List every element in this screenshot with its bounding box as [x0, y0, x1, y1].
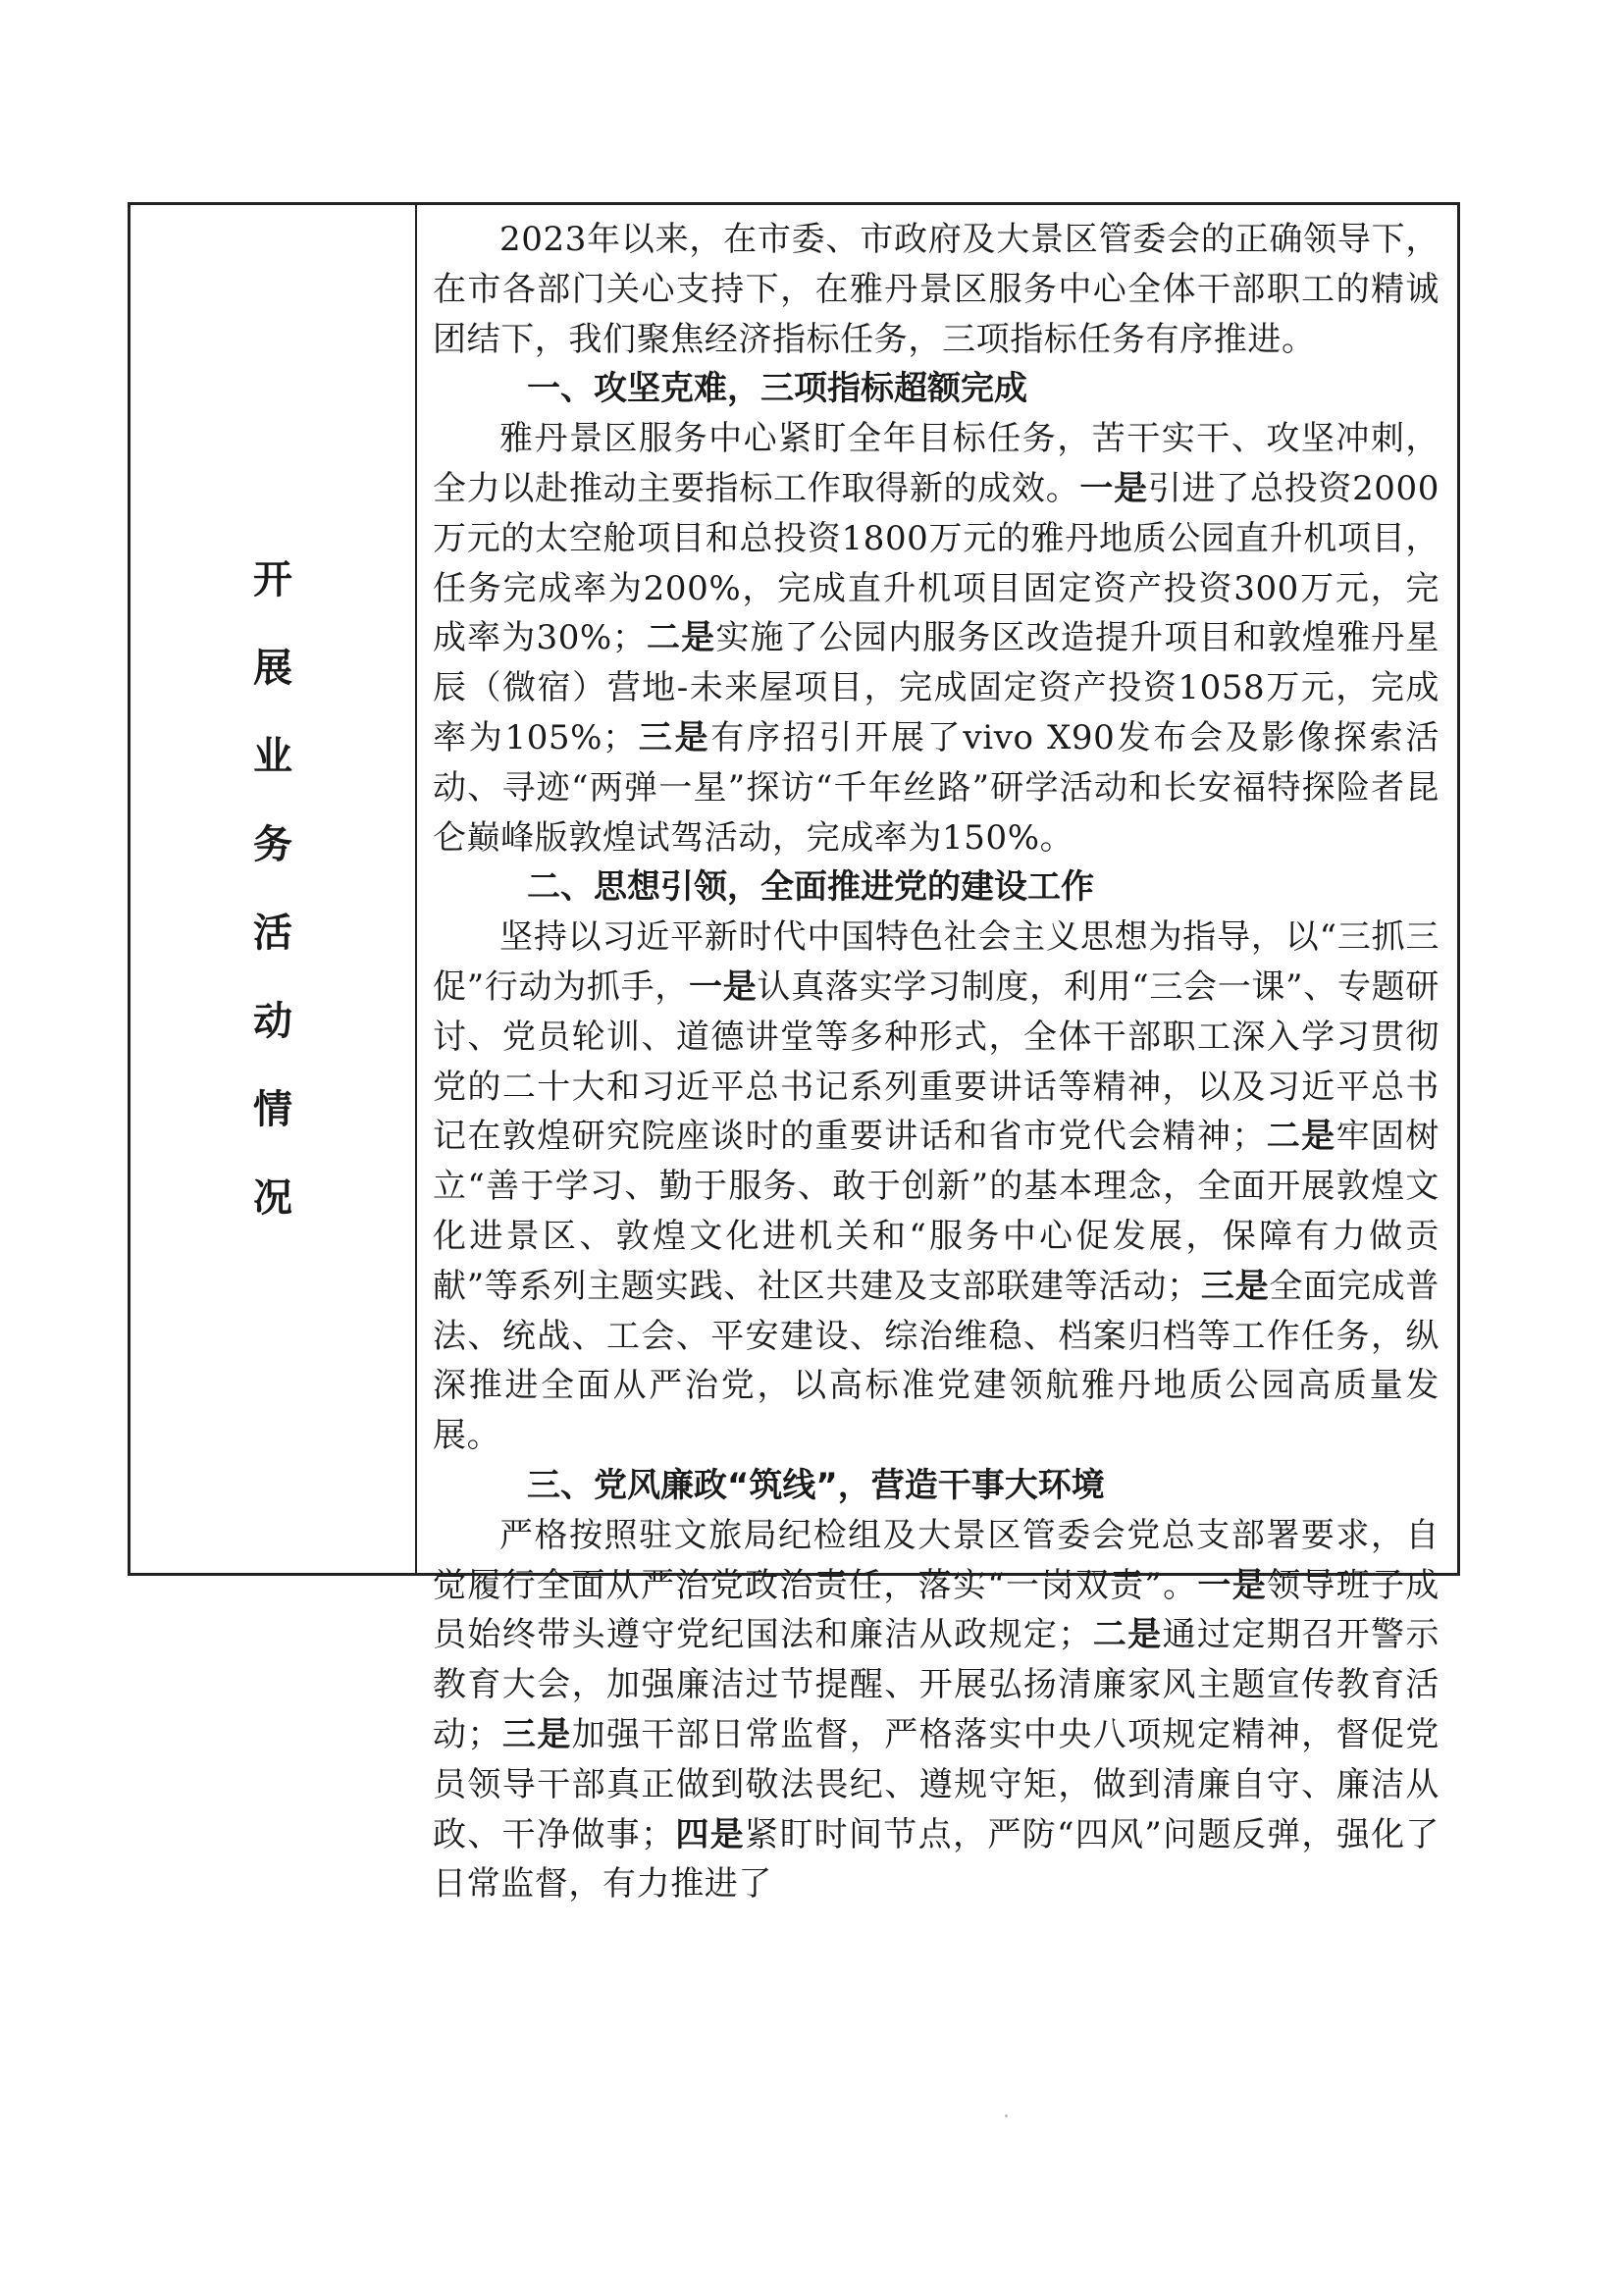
intro-paragraph: 2023年以来，在市委、市政府及大景区管委会的正确领导下，在市各部门关心支持下，在雅丹景区服务中心全体干部职工的精诚团结下，我们聚焦经济指标任务，三项指标任务有序推进。 — [433, 220, 1440, 359]
keyword: 四是 — [674, 1814, 745, 1854]
row-label-char: 开 — [253, 557, 292, 602]
text-run: 全面完成普法、统战、工会、平安建设、综治维稳、档案归档等工作任务，纵深推进全面从严治党，以高标准党建领航雅丹地质公园高质量发展。 — [433, 1266, 1440, 1456]
text-run: 雅丹景区服务中心紧盯全年目标任务，苦干实干、攻坚冲刺，全力以赴推动主要指标工作取得新的成效。 — [433, 419, 1440, 508]
text-run: 实施了公园内服务区改造提升项目和敦煌雅丹星辰（微宿）营地-未来屋项目，完成固定资产投资1058万元，完成率为105%； — [433, 618, 1440, 757]
keyword: 三是 — [636, 717, 711, 757]
text-run: 加强干部日常监督，严格落实中央八项规定精神，督促党员领导干部真正做到敬法畏纪、遵规守矩，做到清廉自守、廉洁从政、干净做事； — [433, 1714, 1440, 1854]
keyword: 一是 — [689, 966, 758, 1007]
section-2-heading: 二、思想引领，全面推进党的建设工作 — [527, 867, 1094, 908]
text-run: 坚持以习近平新时代中国特色社会主义思想为指导，以“三抓三促”行动为抓手， — [433, 917, 1440, 1007]
keyword: 二是 — [1091, 1615, 1163, 1655]
row-label-char: 活 — [253, 911, 292, 956]
row-label-cell — [131, 205, 417, 1573]
section-3-heading: 三、党风廉政“筑线”，营造干事大环境 — [527, 1465, 1105, 1505]
row-label-char: 情 — [253, 1087, 292, 1132]
text-run: 领导班子成员始终带头遵守党纪国法和廉洁从政规定； — [433, 1565, 1440, 1655]
text-run: 引进了总投资2000万元的太空舱项目和总投资1800万元的雅丹地质公园直升机项目，任务完成率为200%，完成直升机项目固定资产投资300万元，完成率为30%； — [433, 468, 1440, 658]
section-2-paragraph — [433, 913, 1440, 1461]
section-1-paragraph — [433, 414, 1440, 862]
activity-table — [128, 202, 1460, 1905]
keyword: 三是 — [501, 1714, 572, 1754]
row-label-char: 展 — [253, 646, 292, 691]
text-run: 通过定期召开警示教育大会，加强廉洁过节提醒、开展弘扬清廉家风主题宣传教育活动； — [433, 1615, 1440, 1754]
keyword: 一是 — [1079, 468, 1148, 508]
keyword: 二是 — [646, 618, 716, 658]
row-label-char: 务 — [253, 822, 292, 867]
text-run: 牢固树立“善于学习、勤于服务、敢于创新”的基本理念，全面开展敦煌文化进景区、敦煌文化进机关和“服务中心促发展，保障有力做贡献”等系列主题实践、社区共建及支部联建等活动； — [433, 1117, 1440, 1306]
row-label-char: 业 — [253, 734, 292, 779]
content-cell — [417, 205, 1457, 1905]
text-run: 有序招引开展了vivo X90发布会及影像探索活动、寻迹“两弹一星”探访“千年丝路”研学活动和长安福特探险者昆仑巅峰版敦煌试驾活动，完成率为150%。 — [433, 717, 1440, 858]
keyword: 二是 — [1265, 1117, 1336, 1157]
section-3-paragraph — [433, 1511, 1440, 1909]
text-run: 认真落实学习制度，利用“三会一课”、专题研讨、党员轮训、道德讲堂等多种形式，全体干部职工深入学习贯彻党的二十大和习近平总书记系列重要讲话等精神，以及习近平总书记在敦煌研究院座谈时的重要讲话和省市党代会精神； — [433, 966, 1440, 1157]
section-1-heading: 一、攻坚克难，三项指标超额完成 — [527, 369, 1027, 409]
row-label-char: 动 — [253, 999, 292, 1044]
keyword: 三是 — [1200, 1266, 1270, 1306]
keyword: 一是 — [1197, 1565, 1268, 1605]
row-label-char: 况 — [253, 1175, 292, 1221]
text-run: 严格按照驻文旅局纪检组及大景区管委会党总支部署要求，自觉履行全面从严治党政治责任，落实“一岗双责”。 — [433, 1515, 1440, 1605]
text-run: 紧盯时间节点，严防“四风”问题反弹，强化了日常监督，有力推进了 — [433, 1814, 1440, 1905]
scan-speck — [1005, 2114, 1008, 2117]
